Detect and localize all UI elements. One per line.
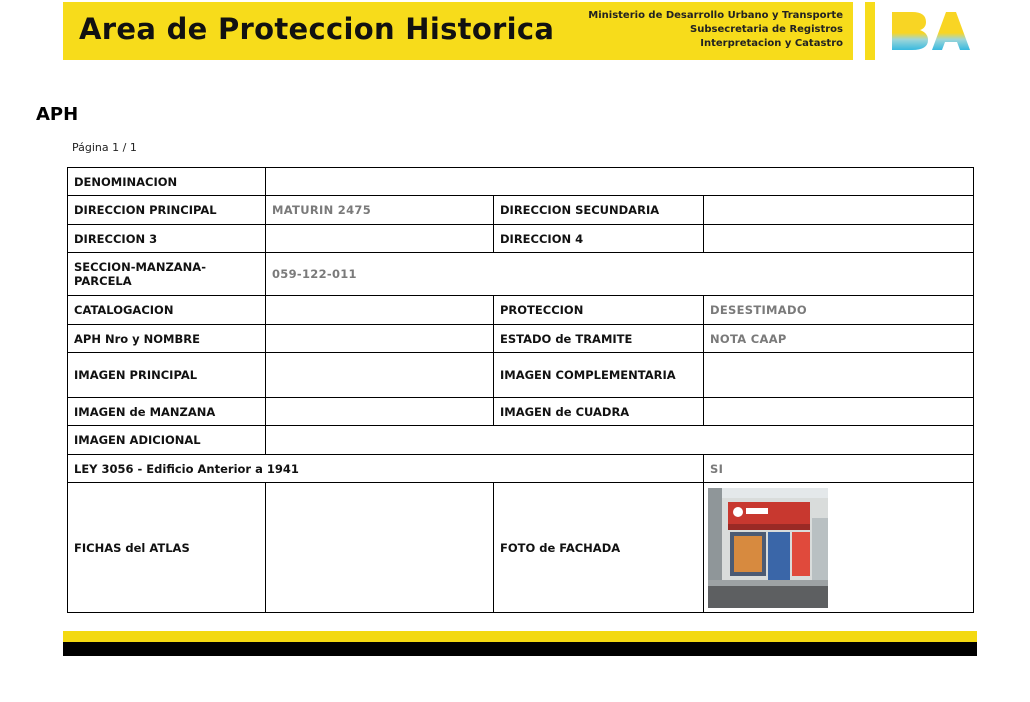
direccion-secundaria-value: [704, 196, 974, 225]
imagen-complementaria-label: IMAGEN COMPLEMENTARIA: [494, 353, 704, 398]
ministry-info: [588, 9, 843, 51]
imagen-principal-label: IMAGEN PRINCIPAL: [68, 353, 266, 398]
foto-fachada-cell: [704, 483, 974, 613]
table-row: [68, 325, 974, 353]
imagen-cuadra-label: IMAGEN de CUADRA: [494, 398, 704, 426]
table-row: [68, 196, 974, 225]
denominacion-label: DENOMINACION: [68, 168, 266, 196]
ministry-line-3: Interpretacion y Catastro: [700, 38, 843, 49]
header-separator: [865, 2, 875, 60]
fichas-atlas-label: FICHAS del ATLAS: [68, 483, 266, 613]
imagen-manzana-label: IMAGEN de MANZANA: [68, 398, 266, 426]
seccion-label: SECCION-MANZANA-PARCELA: [68, 253, 266, 296]
proteccion-label: PROTECCION: [494, 296, 704, 325]
foto-fachada-label: FOTO de FACHADA: [494, 483, 704, 613]
table-row: [68, 296, 974, 325]
imagen-complementaria-value: [704, 353, 974, 398]
ba-logo: [888, 8, 970, 52]
table-row: [68, 353, 974, 398]
page-title: APH: [36, 104, 79, 125]
table-row: [68, 398, 974, 426]
ministry-line-2: Subsecretaria de Registros: [690, 24, 843, 35]
catalogacion-value: [266, 296, 494, 325]
table-row: [68, 483, 974, 613]
aph-data-table: [67, 167, 974, 613]
header-banner: [63, 2, 853, 60]
page-number: Página 1 / 1: [72, 141, 137, 154]
direccion-3-label: DIRECCION 3: [68, 225, 266, 253]
estado-tramite-value: NOTA CAAP: [704, 325, 974, 353]
estado-tramite-label: ESTADO de TRAMITE: [494, 325, 704, 353]
table-row: [68, 168, 974, 196]
imagen-adicional-label: IMAGEN ADICIONAL: [68, 426, 266, 455]
imagen-principal-value: [266, 353, 494, 398]
catalogacion-label: CATALOGACION: [68, 296, 266, 325]
proteccion-value: DESESTIMADO: [704, 296, 974, 325]
denominacion-value: [266, 168, 974, 196]
ley-3056-label: LEY 3056 - Edificio Anterior a 1941: [68, 455, 704, 483]
seccion-value: 059-122-011: [266, 253, 974, 296]
footer-yellow-band: [63, 631, 977, 642]
aph-nro-value: [266, 325, 494, 353]
facade-photo[interactable]: [708, 488, 828, 608]
direccion-principal-value: MATURIN 2475: [266, 196, 494, 225]
table-row: [68, 455, 974, 483]
footer-black-band: [63, 642, 977, 656]
direccion-3-value: [266, 225, 494, 253]
table-row: [68, 225, 974, 253]
direccion-secundaria-label: DIRECCION SECUNDARIA: [494, 196, 704, 225]
imagen-cuadra-value: [704, 398, 974, 426]
aph-nro-label: APH Nro y NOMBRE: [68, 325, 266, 353]
imagen-adicional-value: [266, 426, 974, 455]
ministry-line-1: Ministerio de Desarrollo Urbano y Transporte: [588, 10, 843, 21]
table-row: [68, 426, 974, 455]
header-title: Area de Proteccion Historica: [79, 12, 555, 46]
direccion-principal-label: DIRECCION PRINCIPAL: [68, 196, 266, 225]
fichas-atlas-value: [266, 483, 494, 613]
ley-3056-value: SI: [704, 455, 974, 483]
table-row: [68, 253, 974, 296]
direccion-4-label: DIRECCION 4: [494, 225, 704, 253]
imagen-manzana-value: [266, 398, 494, 426]
direccion-4-value: [704, 225, 974, 253]
